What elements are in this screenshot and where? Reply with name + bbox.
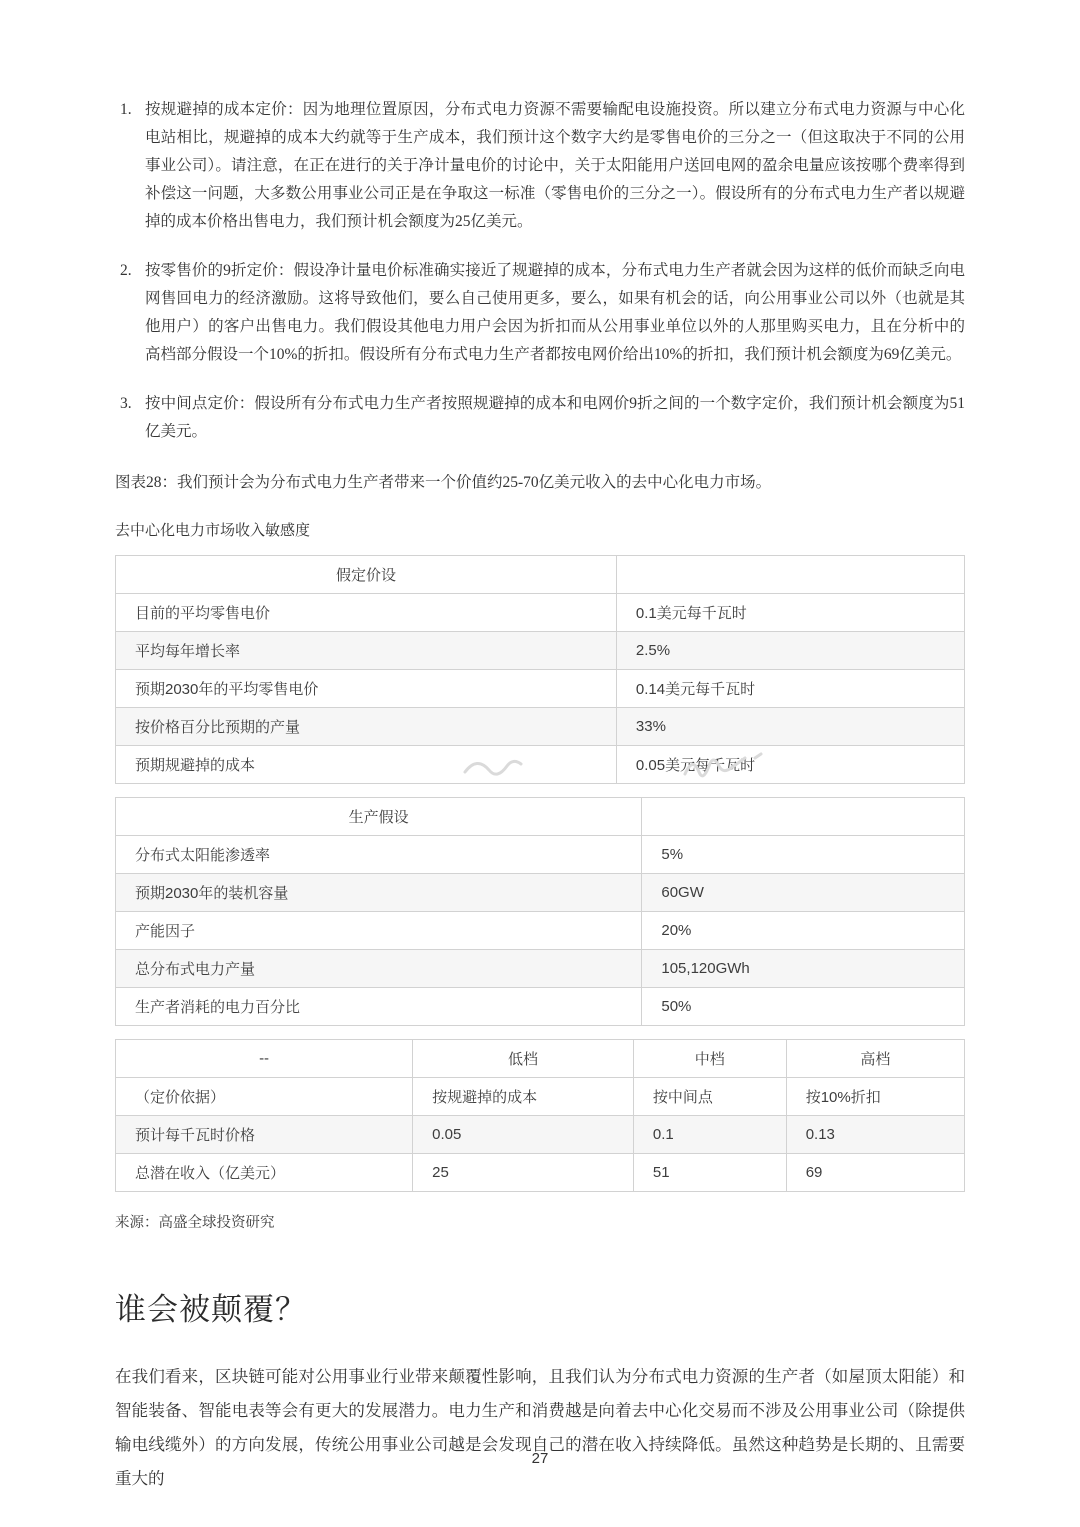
column-header-empty — [616, 556, 964, 594]
scenario-table — [115, 1039, 965, 1192]
row-value: 0.13 — [786, 1116, 964, 1154]
row-label: 目前的平均零售电价 — [116, 594, 617, 632]
table-row — [116, 670, 965, 708]
table-row — [116, 708, 965, 746]
row-value: 25 — [413, 1154, 634, 1192]
row-value: 51 — [633, 1154, 786, 1192]
row-value: 20% — [642, 912, 965, 950]
row-label: 预计每千瓦时价格 — [116, 1116, 413, 1154]
row-label: 总潜在收入（亿美元） — [116, 1154, 413, 1192]
list-item-text: 按中间点定价：假设所有分布式电力生产者按照规避掉的成本和电网价9折之间的一个数字定价，我们预计机会额度为51亿美元。 — [145, 395, 965, 440]
list-item-text: 按规避掉的成本定价：因为地理位置原因，分布式电力资源不需要输配电设施投资。所以建立分布式电力资源与中心化电站相比，规避掉的成本大约就等于生产成本，我们预计这个数字大约是零售电价的三分之一（但这取决于不同的公用事业公司）。请注意，在正在进行的关于净计量电价的讨论中，关于太阳能用户送回电网的盈余电量应该按哪个费率得到补偿这一问题，大多数公用事业公司正是在争取这一标准（零售电价的三分之一）。假设所有的分布式电力生产者以规避掉的成本价格出售电力，我们预计机会额度为25亿美元。 — [145, 101, 965, 230]
table-row — [116, 1116, 965, 1154]
row-label: 生产者消耗的电力百分比 — [116, 988, 642, 1026]
row-value: 0.05 — [413, 1116, 634, 1154]
row-label: 预期2030年的装机容量 — [116, 874, 642, 912]
list-item — [115, 96, 965, 236]
row-value: 按规避掉的成本 — [413, 1078, 634, 1116]
column-header: 生产假设 — [116, 798, 642, 836]
row-label: 按价格百分比预期的产量 — [116, 708, 617, 746]
table-header-row — [116, 556, 965, 594]
page-number: 27 — [531, 1450, 549, 1467]
production-assumptions-table — [115, 797, 965, 1026]
row-label: （定价依据） — [116, 1078, 413, 1116]
row-label: 总分布式电力产量 — [116, 950, 642, 988]
row-value: 0.14美元每千瓦时 — [616, 670, 964, 708]
table-row — [116, 912, 965, 950]
section-heading: 谁会被颠覆？ — [115, 1292, 307, 1327]
figure-subtitle: 去中心化电力市场收入敏感度 — [115, 523, 311, 539]
table-row — [116, 1154, 965, 1192]
section-body-text: 在我们看来，区块链可能对公用事业行业带来颠覆性影响，且我们认为分布式电力资源的生产者（如屋顶太阳能）和智能装备、智能电表等会有更大的发展潜力。电力生产和消费越是向着去中心化交易而不涉及公用事业公司（除提供输电线缆外）的方向发展，传统公用事业公司越是会发现自己的潜在收入持续降低。虽然这种趋势是长期的、且需要重大的 — [115, 1367, 965, 1488]
table-row — [116, 594, 965, 632]
table-header-row — [116, 798, 965, 836]
row-label: 产能因子 — [116, 912, 642, 950]
row-value: 0.05美元每千瓦时 — [616, 746, 964, 784]
row-value: 2.5% — [616, 632, 964, 670]
row-value: 50% — [642, 988, 965, 1026]
row-value: 0.1美元每千瓦时 — [616, 594, 964, 632]
row-value: 按中间点 — [633, 1078, 786, 1116]
pricing-method-list — [115, 96, 965, 446]
row-value: 5% — [642, 836, 965, 874]
list-item-number: 2. — [120, 262, 132, 279]
list-item — [115, 257, 965, 369]
column-header: -- — [116, 1040, 413, 1078]
column-header-empty — [642, 798, 965, 836]
price-assumptions-table — [115, 555, 965, 784]
list-item-text: 按零售价的9折定价：假设净计量电价标准确实接近了规避掉的成本，分布式电力生产者就会因为这样的低价而缺乏向电网售回电力的经济激励。这将导致他们，要么自己使用更多，要么，如果有机会的话，向公用事业公司以外（也就是其他用户）的客户出售电力。我们假设其他电力用户会因为折扣而从公用事业单位以外的人那里购买电力，且在分析中的高档部分假设一个10%的折扣。假设所有分布式电力生产者都按电网价给出10%的折扣，我们预计机会额度为69亿美元。 — [145, 262, 965, 363]
table-row — [116, 632, 965, 670]
column-header: 低档 — [413, 1040, 634, 1078]
column-header: 假定价设 — [116, 556, 617, 594]
table-row — [116, 746, 965, 784]
table-header-row — [116, 1040, 965, 1078]
table-row — [116, 1078, 965, 1116]
row-label: 预期2030年的平均零售电价 — [116, 670, 617, 708]
list-item-number: 3. — [120, 395, 132, 412]
source-line: 来源：高盛全球投资研究 — [115, 1215, 275, 1231]
table-row — [116, 988, 965, 1026]
row-label: 分布式太阳能渗透率 — [116, 836, 642, 874]
list-item — [115, 390, 965, 446]
table-row — [116, 874, 965, 912]
row-label: 平均每年增长率 — [116, 632, 617, 670]
row-value: 69 — [786, 1154, 964, 1192]
row-label: 预期规避掉的成本 — [116, 746, 617, 784]
figure-caption: 图表28：我们预计会为分布式电力生产者带来一个价值约25-70亿美元收入的去中心化电力市场。 — [115, 474, 772, 491]
table-row — [116, 950, 965, 988]
table-row — [116, 836, 965, 874]
row-value: 按10%折扣 — [786, 1078, 964, 1116]
row-value: 105,120GWh — [642, 950, 965, 988]
row-value: 0.1 — [633, 1116, 786, 1154]
column-header: 高档 — [786, 1040, 964, 1078]
row-value: 60GW — [642, 874, 965, 912]
list-item-number: 1. — [120, 101, 132, 118]
row-value: 33% — [616, 708, 964, 746]
column-header: 中档 — [633, 1040, 786, 1078]
